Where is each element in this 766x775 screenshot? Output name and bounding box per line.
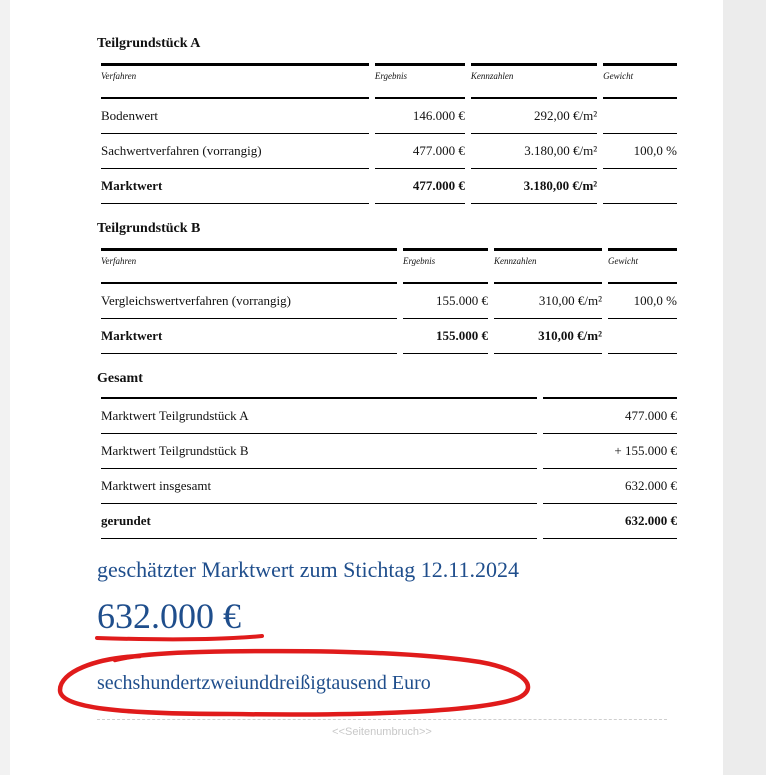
document-page [10,0,723,775]
cell-position: Marktwert Teilgrundstück B [101,434,537,469]
cell-kennzahlen: 310,00 €/m² [494,284,602,319]
cell-verfahren: Sachwertverfahren (vorrangig) [101,134,369,169]
cell-position: Marktwert Teilgrundstück A [101,397,537,434]
cell-kennzahlen: 3.180,00 €/m² [471,134,597,169]
cell-verfahren: Marktwert [101,319,397,354]
table-gesamt [95,397,683,539]
cell-verfahren: Bodenwert [101,99,369,134]
cell-kennzahlen: 3.180,00 €/m² [471,169,597,204]
cell-gewicht [603,169,677,204]
table-total-row [101,169,677,204]
table-row [101,434,677,469]
table-row [101,99,677,134]
section-title-teil-a: Teilgrundstück A [97,36,201,51]
cell-gewicht: 100,0 % [603,134,677,169]
table-row [101,134,677,169]
col-header-verfahren: Verfahren [101,248,397,284]
section-title-teil-b: Teilgrundstück B [97,221,201,236]
estimated-value: 632.000 € [97,596,241,636]
table-teil-b [95,248,683,354]
table-teil-a [95,63,683,204]
cell-ergebnis: 155.000 € [403,284,488,319]
cell-betrag: + 155.000 € [543,434,677,469]
col-header-gewicht: Gewicht [603,63,677,99]
cell-ergebnis: 146.000 € [375,99,465,134]
table-row [101,469,677,504]
cell-verfahren: Marktwert [101,169,369,204]
cell-gewicht [603,99,677,134]
table-total-row [101,319,677,354]
col-header-ergebnis: Ergebnis [375,63,465,99]
col-header-ergebnis: Ergebnis [403,248,488,284]
page-break-line [97,719,667,720]
cell-position: Marktwert insgesamt [101,469,537,504]
table-row [101,284,677,319]
cell-ergebnis: 477.000 € [375,169,465,204]
table-row [101,397,677,434]
cell-position: gerundet [101,504,537,539]
cell-kennzahlen: 292,00 €/m² [471,99,597,134]
value-in-words: sechshundertzweiunddreißigtausend Euro [97,672,431,694]
col-header-verfahren: Verfahren [101,63,369,99]
col-header-kennzahlen: Kennzahlen [471,63,597,99]
cell-kennzahlen: 310,00 €/m² [494,319,602,354]
col-header-kennzahlen: Kennzahlen [494,248,602,284]
cell-gewicht: 100,0 % [608,284,677,319]
cell-betrag: 477.000 € [543,397,677,434]
cell-verfahren: Vergleichswertverfahren (vorrangig) [101,284,397,319]
page-break-marker: <<Seitenumbruch>> [332,726,432,738]
cell-ergebnis: 477.000 € [375,134,465,169]
table-total-row [101,504,677,539]
cell-gewicht [608,319,677,354]
cell-ergebnis: 155.000 € [403,319,488,354]
estimated-value-label: geschätzter Marktwert zum Stichtag 12.11.2024 [97,557,519,582]
cell-betrag: 632.000 € [543,469,677,504]
col-header-gewicht: Gewicht [608,248,677,284]
right-gutter [723,0,766,775]
cell-betrag: 632.000 € [543,504,677,539]
section-title-gesamt: Gesamt [97,371,143,386]
left-gutter [0,0,10,775]
